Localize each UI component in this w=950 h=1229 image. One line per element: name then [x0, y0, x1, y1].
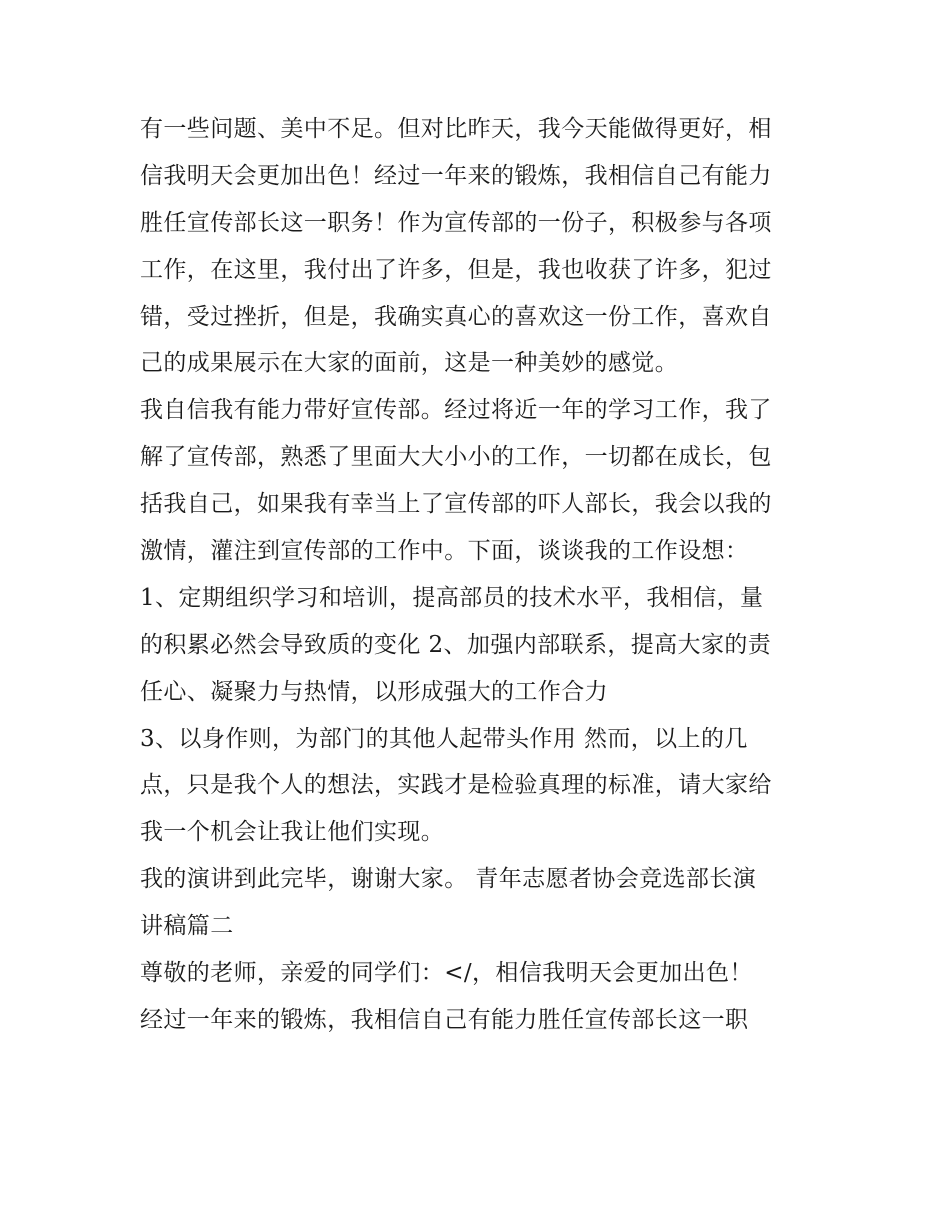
text-line: 激情，灌注到宣传部的工作中。下面，谈谈我的工作设想： — [140, 538, 749, 565]
text-line: 讲稿篇二 — [140, 913, 234, 940]
text-line: 点，只是我个人的想法，实践才是检验真理的标准，请大家给 — [140, 772, 772, 799]
text-line: 我一个机会让我让他们实现。 — [140, 819, 445, 846]
paragraph-4 — [140, 716, 815, 857]
text-line: 有一些问题、美中不足。但对比昨天，我今天能做得更好，相 — [140, 116, 772, 142]
paragraph-2 — [140, 387, 815, 575]
text-line: 胜任宣传部长这一职务！作为宣传部的一份子，积极参与各项 — [140, 209, 772, 236]
document-body — [140, 106, 815, 1044]
text-line: 任心、凝聚力与热情，以形成强大的工作合力 — [140, 678, 608, 705]
paragraph-6 — [140, 950, 815, 1044]
paragraph-5 — [140, 856, 815, 950]
text-line: 己的成果展示在大家的面前，这是一种美妙的感觉。 — [140, 350, 679, 377]
text-line: 信我明天会更加出色！经过一年来的锻炼，我相信自己有能力 — [140, 162, 772, 189]
text-line: 尊敬的老师，亲爱的同学们：</，相信我明天会更加出色！ — [140, 960, 753, 987]
text-line: 括我自己，如果我有幸当上了宣传部的吓人部长，我会以我的 — [140, 491, 772, 518]
text-line: 我自信我有能力带好宣传部。经过将近一年的学习工作，我了 — [140, 397, 772, 424]
text-line: 工作，在这里，我付出了许多，但是，我也收获了许多，犯过 — [140, 256, 772, 283]
text-line: 我的演讲到此完毕，谢谢大家。 青年志愿者协会竞选部长演 — [140, 866, 757, 893]
paragraph-1 — [140, 106, 815, 387]
text-line: 3、以身作则，为部门的其他人起带头作用 然而，以上的几 — [140, 725, 748, 752]
text-line: 1、定期组织学习和培训，提高部员的技术水平，我相信，量 — [140, 584, 764, 611]
text-line: 解了宣传部，熟悉了里面大大小小的工作，一切都在成长，包 — [140, 444, 772, 471]
text-line: 的积累必然会导致质的变化 2、加强内部联系，提高大家的责 — [140, 631, 772, 658]
text-line: 经过一年来的锻炼，我相信自己有能力胜任宣传部长这一职 — [140, 1006, 749, 1033]
paragraph-3 — [140, 575, 815, 716]
text-line: 错，受过挫折，但是，我确实真心的喜欢这一份工作，喜欢自 — [140, 303, 772, 330]
